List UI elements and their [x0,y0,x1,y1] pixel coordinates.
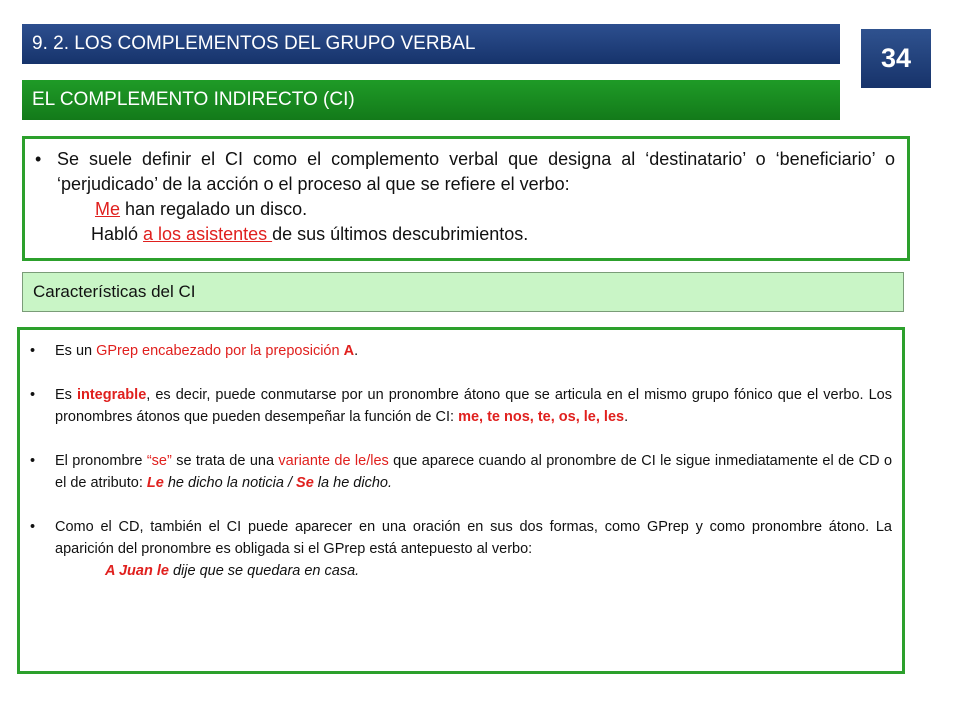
item3-t9: la he dicho. [313,475,392,491]
characteristic-item-1 [30,340,892,362]
bullet-icon: • [30,343,36,359]
example-2-rest: de sus últimos descubrimientos. [272,224,529,244]
characteristic-item-4 [30,516,892,560]
bullet-icon: • [35,149,42,169]
example-1-highlight: Me [95,199,121,219]
page-number: 34 [880,43,912,73]
example-3-highlight: A Juan le [105,563,169,579]
example-3 [30,560,892,582]
item1-t3: A [343,343,355,359]
item2-t4: me, te nos, te, os, le, les [458,409,625,425]
page-number-badge [861,29,931,88]
item2-t1: Es [55,387,77,403]
item1-t2: GPrep encabezado por la preposición [96,343,344,359]
example-1-rest: han regalado un disco. [120,199,308,219]
section-title: 9. 2. LOS COMPLEMENTOS DEL GRUPO VERBAL [32,33,476,54]
example-3-rest: dije que se quedara en casa. [168,563,360,579]
characteristic-item-2 [30,384,892,428]
example-2 [35,222,895,247]
section-title-bar [22,24,840,64]
example-1 [35,197,895,222]
item3-t4: variante de le/les [278,453,389,469]
example-2-highlight: a los asistentes [143,224,273,244]
characteristic-item-3 [30,450,892,494]
item3-t7: he dicho la noticia / [163,475,297,491]
characteristics-title: Características del CI [33,282,196,301]
definition-text: Se suele definir el CI como el complemento verbal que designa al ‘destinatario’ o ‘beneficiario’ o ‘perjudicado’ de la acción o el proceso al que se refiere el verbo: [57,149,895,194]
item3-t8: Se [296,475,314,491]
item3-t5: que aparece cuando al pronombre de CI le sigue inmediatamente el de CD o el de atributo: [55,453,893,491]
bullet-icon: • [30,519,36,535]
item2-t2: integrable [76,387,147,403]
item4-text: Como el CD, también el CI puede aparecer en una oración en sus dos formas, como GPrep y como pronombre átono. La aparición del pronombre es obligada si el GPrep está antepuesto al verbo: [55,519,892,557]
item3-t6: Le [146,475,164,491]
item2-t3: , es decir, puede conmutarse por un pronombre átono que se articula en el mismo grupo fónico que el verbo. Los pronombres átonos que pueden desempeñar la función de CI: [55,387,892,425]
characteristics-title-bar [22,272,904,312]
subsection-title-bar [22,80,840,120]
bullet-icon: • [30,387,36,403]
item3-t1: El pronombre [55,453,147,469]
item1-t4: . [354,343,359,359]
subsection-title: EL COMPLEMENTO INDIRECTO (CI) [32,89,355,110]
bullet-icon: • [30,453,36,469]
definition-box [22,136,910,261]
item1-t1: Es un [55,343,97,359]
item2-t5: . [624,409,629,425]
example-2-before: Habló [91,224,144,244]
item3-t3: se trata de una [171,453,279,469]
definition-bullet [35,147,895,197]
item3-t2: “se” [146,453,172,469]
characteristics-box [17,327,905,674]
